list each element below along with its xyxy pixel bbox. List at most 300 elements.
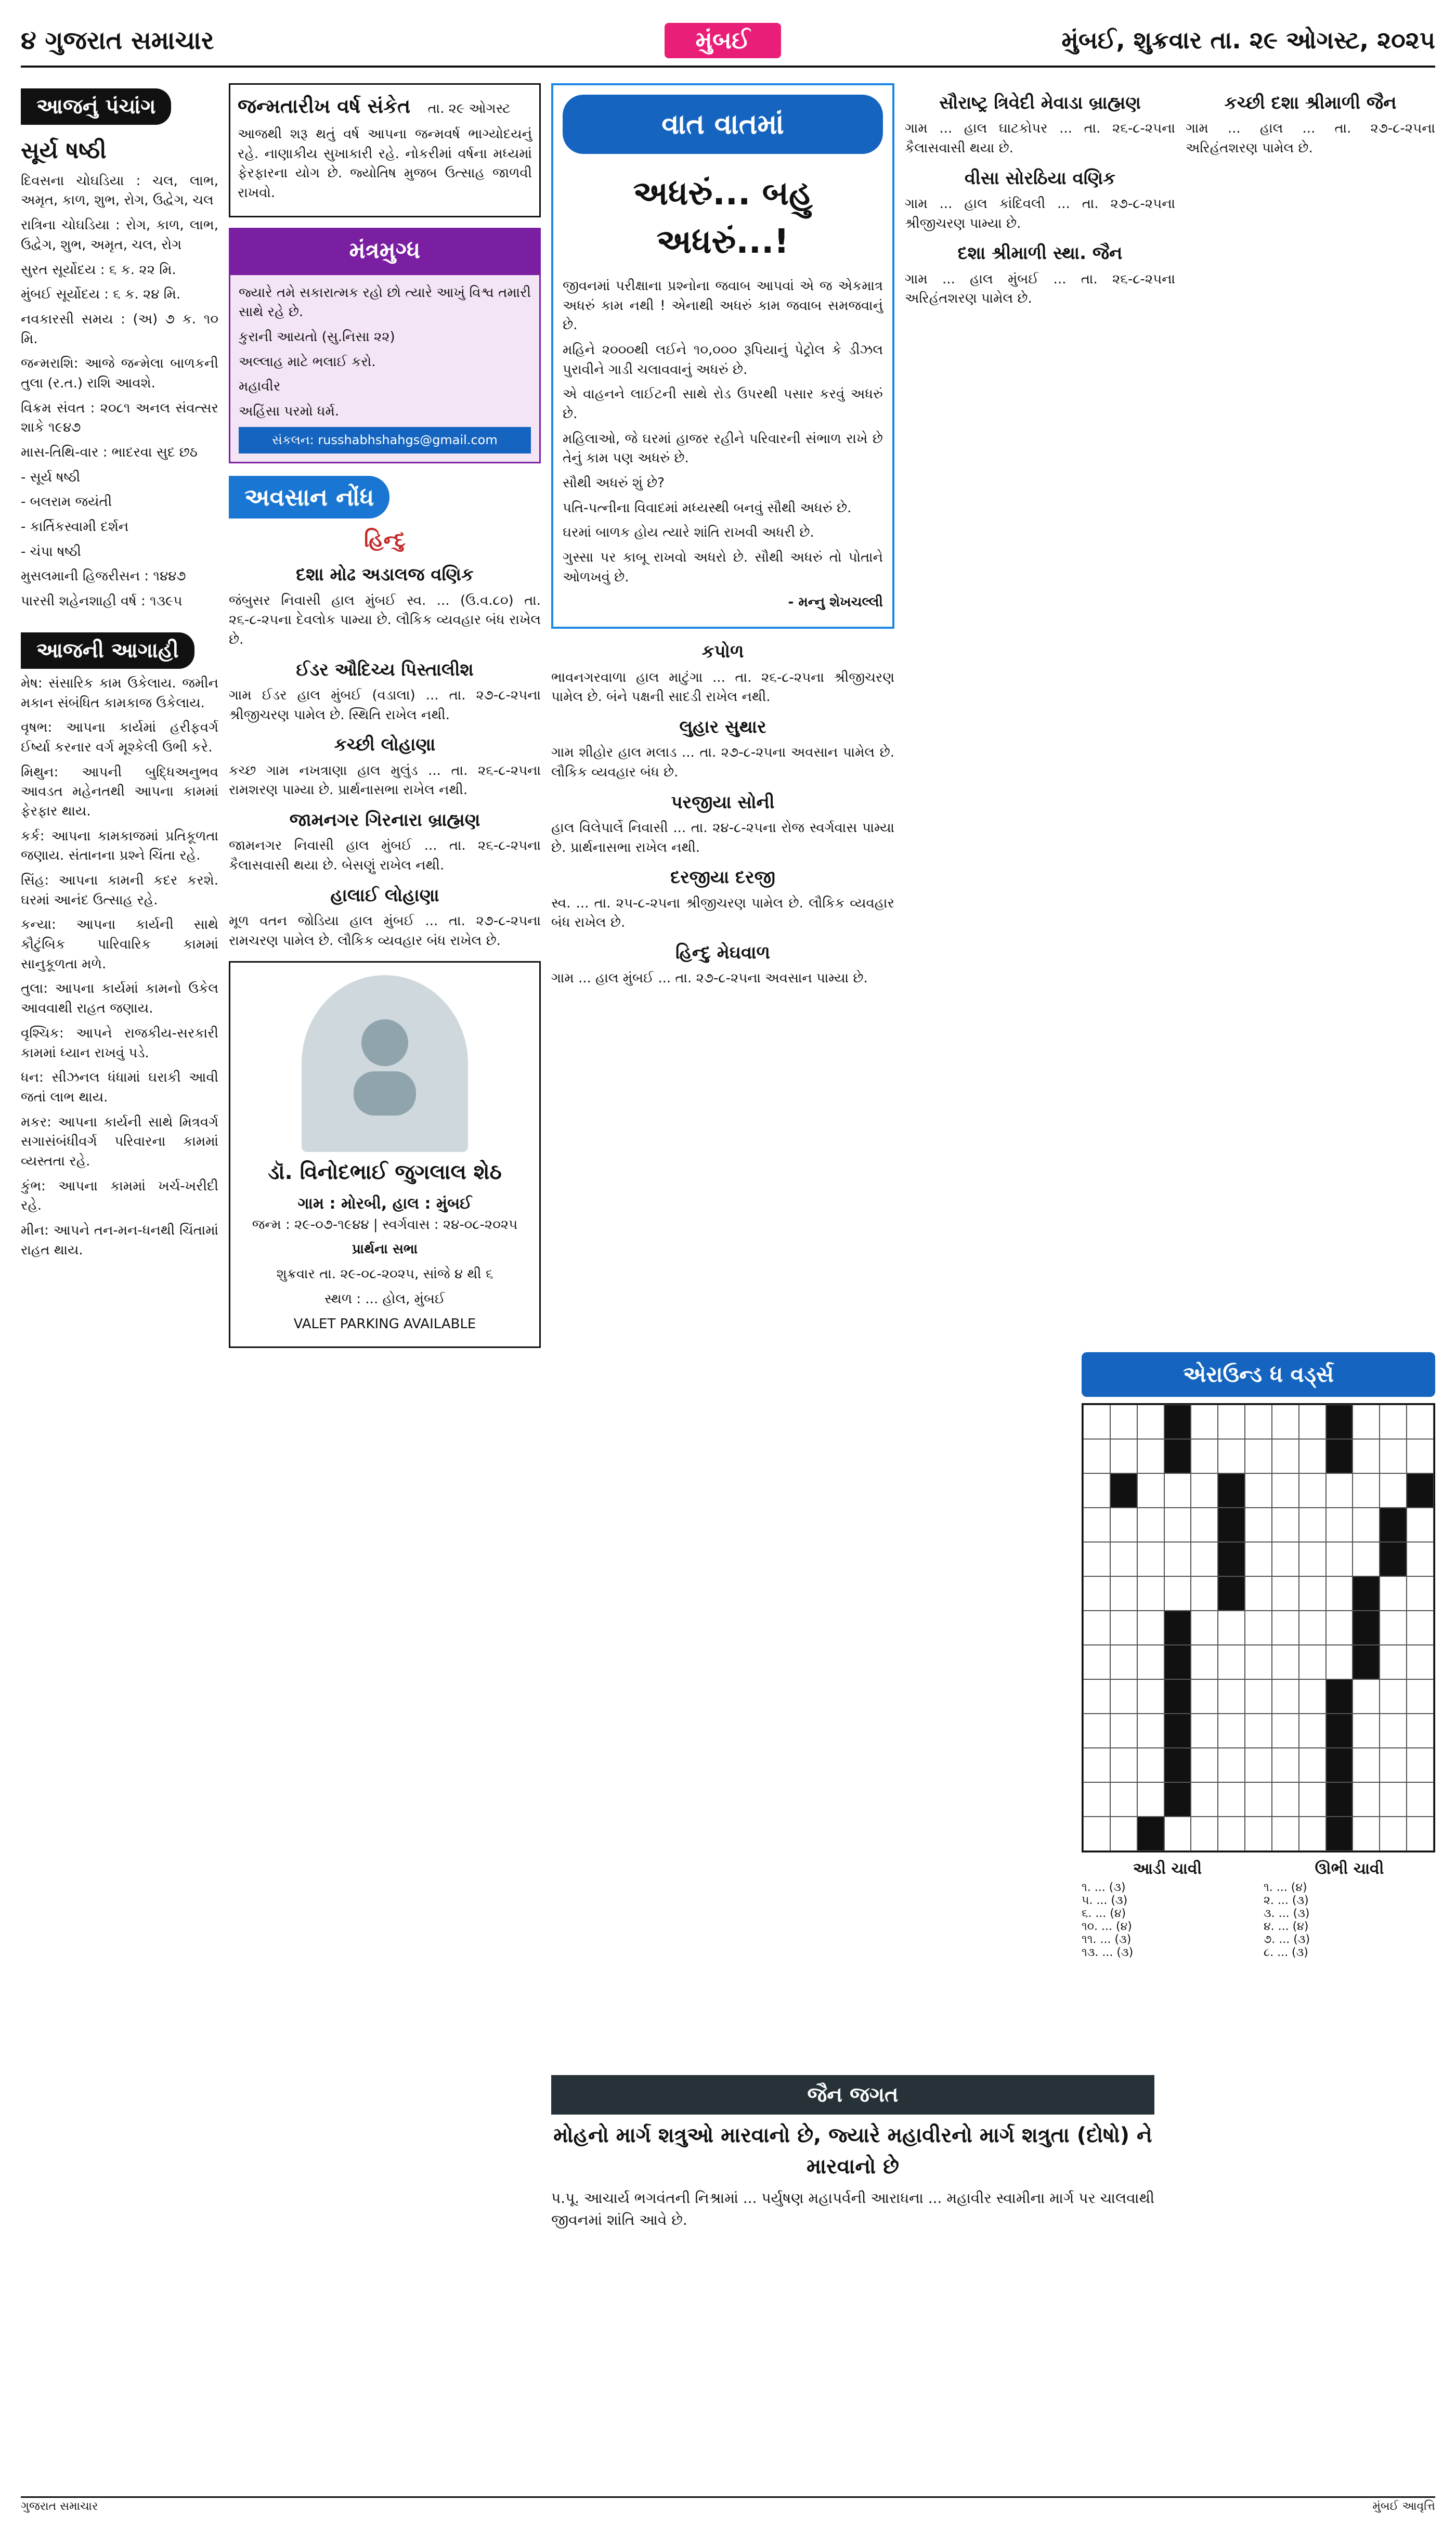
forecast-item: વૃષભ: આપના કાર્યમાં હરીફવર્ગ ઈર્ષ્યા કરનાર વર્ગ મૂશ્કેલી ઉભી કરે. [21, 720, 218, 755]
clue: ૧. ... (૩) [1082, 1881, 1126, 1894]
crossword-cell[interactable] [1380, 1748, 1407, 1782]
jain-article [551, 2070, 1154, 2465]
crossword-cell[interactable] [1407, 1817, 1434, 1851]
crossword-cell [1218, 1576, 1245, 1611]
jain-title: જૈન જગત [551, 2075, 1154, 2115]
crossword-cell[interactable] [1083, 1782, 1110, 1817]
crossword-cell[interactable] [1299, 1576, 1326, 1611]
crossword-cell[interactable] [1218, 1782, 1245, 1817]
forecast-item: મિથુન: આપની બુદ્ધિઅનુભવ આવડત મહેનતથી આપના કામમાં ફેરફાર થાય. [21, 764, 218, 819]
crossword-cell[interactable] [1191, 1542, 1218, 1576]
panchang-line: મુસલમાની હિજરીસન : ૧૪૪૭ [21, 568, 186, 585]
notice-text: ગામ શીહોર હાલ મલાડ ... તા. ૨૭-૮-૨૫ના અવસાન પામેલ છે. લૌકિક વ્યવહાર બંધ છે. [551, 745, 894, 780]
crossword-cell [1164, 1611, 1191, 1645]
notice-category: કચ્છી દશા શ્રીમાળી જૈન [1224, 93, 1397, 113]
crossword-cell[interactable] [1380, 1473, 1407, 1508]
crossword-cell[interactable] [1191, 1817, 1218, 1851]
notice-category: જામનગર ગિરનારા બ્રાહ્મણ [289, 809, 480, 831]
crossword-cell[interactable] [1164, 1576, 1191, 1611]
notice-text: હાલ વિલેપાર્લે નિવાસી ... તા. ૨૪-૮-૨૫ના રોજ સ્વર્ગવાસ પામ્યા છે. પ્રાર્થનાસભા રાખેલ નથી. [551, 820, 894, 856]
crossword-cell[interactable] [1380, 1782, 1407, 1817]
panchang-line: વિક્રમ સંવત : ૨૦૮૧ અનલ સંવત્સર શાકે ૧૯૪૭ [21, 400, 218, 436]
crossword-cell[interactable] [1380, 1714, 1407, 1748]
crossword-cell[interactable] [1110, 1542, 1137, 1576]
crossword-cell [1164, 1748, 1191, 1782]
story-paragraph: ઘરમાં બાળક હોય ત્યારે શાંતિ રાખવી અધરી છે. [563, 525, 814, 541]
clue: ૩. ... (૩) [1264, 1907, 1310, 1920]
down-clues [1264, 1860, 1435, 1959]
crossword-cell[interactable] [1326, 1645, 1353, 1679]
left-column [21, 83, 218, 2486]
crossword-cell[interactable] [1245, 1817, 1272, 1851]
crossword-cell[interactable] [1299, 1439, 1326, 1473]
crossword-cell[interactable] [1272, 1748, 1299, 1782]
panchang-line: મુંબઈ સૂર્યોદય : ૬ ક. ૨૪ મિ. [21, 287, 181, 303]
forecast-item: કુંભ: આપના કામમાં ખર્ચ-ખરીદી રહે. [21, 1178, 218, 1214]
notice-text: કચ્છ ગામ નખત્રાણા હાલ મુલુંડ ... તા. ૨૬-૮-૨૫ના રામશરણ પામ્યા છે. પ્રાર્થનાસભા રાખેલ નથી. [229, 762, 541, 798]
panchang-line: જન્મરાશિ: આજે જન્મેલા બાળકની તુલા (ર.ત.) રાશિ આવશે. [21, 356, 218, 391]
panchang-tab: આજનું પંચાંગ [21, 88, 171, 125]
memorial-photo [302, 975, 468, 1152]
crossword-cell[interactable] [1353, 1542, 1380, 1576]
crossword-cell[interactable] [1218, 1748, 1245, 1782]
crossword-cell[interactable] [1272, 1714, 1299, 1748]
crossword-cell[interactable] [1245, 1679, 1272, 1714]
crossword-cell[interactable] [1110, 1439, 1137, 1473]
crossword-cell[interactable] [1245, 1782, 1272, 1817]
crossword-cell [1380, 1508, 1407, 1542]
notice-tab: અવસાન નોંધ [229, 476, 389, 519]
crossword-cell[interactable] [1164, 1508, 1191, 1542]
crossword-cell[interactable] [1218, 1714, 1245, 1748]
crossword-cell[interactable] [1326, 1542, 1353, 1576]
memorial-line: જન્મ : ૨૯-૦૭-૧૯૪૪ | સ્વર્ગવાસ : ૨૪-૦૮-૨૦૨૫ [252, 1216, 518, 1233]
crossword-cell[interactable] [1326, 1473, 1353, 1508]
crossword-cell[interactable] [1299, 1405, 1326, 1439]
crossword-cell[interactable] [1137, 1439, 1164, 1473]
notice-category: કચ્છી લોહાણા [334, 734, 436, 756]
crossword-cell[interactable] [1083, 1439, 1110, 1473]
second-column [229, 83, 541, 2486]
crossword-cell[interactable] [1407, 1439, 1434, 1473]
crossword-cell[interactable] [1407, 1645, 1434, 1679]
story-box [551, 83, 894, 629]
forecast-item: મેષ: સંસારિક કામ ઉકેલાય. જમીન મકાન સંબંધિત કામકાજ ઉકેલાય. [21, 675, 218, 711]
crossword-cell[interactable] [1380, 1439, 1407, 1473]
mantra-email: સંકલન: russhabhshahgs@gmail.com [239, 427, 531, 453]
fourth-column [905, 83, 1175, 1383]
crossword-cell[interactable] [1083, 1679, 1110, 1714]
story-banner: વાત વાતમાં [563, 95, 883, 154]
crossword-cell[interactable] [1110, 1645, 1137, 1679]
crossword-cell[interactable] [1380, 1405, 1407, 1439]
section-badge: મુંબઈ [665, 23, 782, 58]
crossword-cell[interactable] [1299, 1508, 1326, 1542]
crossword-cell[interactable] [1353, 1679, 1380, 1714]
forecast-item: કર્ક: આપના કામકાજમાં પ્રતિકૂળતા જણાય. સંતાનના પ્રશ્ને ચિંતા રહે. [21, 828, 218, 864]
crossword-cell[interactable] [1137, 1576, 1164, 1611]
panchang-line: દિવસના ચોઘડિયા : ચલ, લાભ, અમૃત, કાળ, શુભ, રોગ, ઉદ્વેગ, ચલ [21, 173, 218, 209]
notice-category: દશા મોઢ અડાલજ વણિક [296, 564, 474, 586]
crossword-cell[interactable] [1083, 1645, 1110, 1679]
crossword-cell [1164, 1679, 1191, 1714]
crossword-cell[interactable] [1083, 1714, 1110, 1748]
birthday-title-text: જન્મતારીખ વર્ષ સંકેત [238, 95, 411, 118]
forecast-item: ધન: સીઝનલ ધંધામાં ઘરાકી આવી જતાં લાભ થાય. [21, 1070, 218, 1105]
crossword-cell[interactable] [1407, 1405, 1434, 1439]
crossword-cell[interactable] [1299, 1473, 1326, 1508]
crossword-cell[interactable] [1164, 1817, 1191, 1851]
crossword-cell [1326, 1817, 1353, 1851]
crossword-cell[interactable] [1245, 1576, 1272, 1611]
notice-text: ગામ ... હાલ ઘાટકોપર ... તા. ૨૬-૮-૨૫ના કૈલાસવાસી થયા છે. [905, 121, 1175, 156]
crossword-cell[interactable] [1110, 1782, 1137, 1817]
crossword-cell[interactable] [1218, 1405, 1245, 1439]
forecast-item: મકર: આપના કાર્યની સાથે મિત્રવર્ગ સગાસંબંધીવર્ગ પરિવારના કામમાં વ્યસ્તતા રહે. [21, 1114, 218, 1169]
crossword-cell[interactable] [1191, 1508, 1218, 1542]
crossword-cell[interactable] [1218, 1645, 1245, 1679]
forecast-item: મીન: આપને તન-મન-ધનથી ચિંતામાં રાહત થાય. [21, 1223, 218, 1258]
crossword-cell[interactable] [1110, 1679, 1137, 1714]
story-paragraph: જીવનમાં પરીક્ષાના પ્રશ્નોના જવાબ આપવાં એ જ એકમાત્ર અધરું કામ નથી ! એનાથી અધરું કામ જવાબ સમજવાનું છે. [563, 278, 883, 333]
memorial-line: પ્રાર્થના સભા [352, 1241, 418, 1258]
crossword-cell [1218, 1473, 1245, 1508]
crossword-cell[interactable] [1245, 1405, 1272, 1439]
crossword-cell[interactable] [1380, 1611, 1407, 1645]
crossword-cell[interactable] [1137, 1679, 1164, 1714]
crossword-cell[interactable] [1272, 1439, 1299, 1473]
crossword-cell[interactable] [1245, 1748, 1272, 1782]
notice-category: દરજીયા દરજી [670, 867, 775, 888]
memorial-line: VALET PARKING AVAILABLE [293, 1316, 476, 1332]
panchang-body [21, 172, 218, 612]
crossword-cell[interactable] [1083, 1611, 1110, 1645]
crossword-cell[interactable] [1245, 1439, 1272, 1473]
crossword-cell[interactable] [1299, 1714, 1326, 1748]
panchang-line: સુરત સૂર્યોદય : ૬ ક. ૨૨ મિ. [21, 262, 176, 278]
crossword-cell[interactable] [1272, 1645, 1299, 1679]
crossword-cell [1326, 1405, 1353, 1439]
crossword-cell [1164, 1782, 1191, 1817]
forecast-body [21, 674, 218, 1261]
section-label [489, 23, 957, 58]
crossword-cell[interactable] [1272, 1542, 1299, 1576]
birthday-text: આજથી શરૂ થતું વર્ષ આપના જન્મવર્ષ ભાગ્યોદયનું રહે. નાણાકીય સુખાકારી રહે. નોકરીમાં વર્ષના મધ્યમાં ફેરફારના યોગ છે. જ્યોતિષ મુજબ ઉત્સાહ જાળવી રાખવો. [238, 126, 532, 201]
birthday-box [229, 83, 541, 217]
notice-text: જામનગર નિવાસી હાલ મુંબઈ ... તા. ૨૬-૮-૨૫ના કૈલાસવાસી થયા છે. બેસણું રાખેલ નથી. [229, 838, 541, 873]
crossword-cell[interactable] [1245, 1508, 1272, 1542]
notice-category: લુહાર સુથાર [679, 716, 766, 737]
crossword-cell [1137, 1817, 1164, 1851]
crossword-cell[interactable] [1407, 1714, 1434, 1748]
crossword-cell[interactable] [1137, 1645, 1164, 1679]
crossword-cell[interactable] [1083, 1542, 1110, 1576]
notice-text: ગામ ... હાલ કાંદિવલી ... તા. ૨૭-૮-૨૫ના શ્રીજીચરણ પામ્યા છે. [905, 196, 1175, 231]
forecast-item: વૃશ્ચિક: આપને રાજકીય-સરકારી કામમાં ધ્યાન રાખવું પડે. [21, 1025, 218, 1061]
mantra-line: જ્યારે તમે સકારાત્મક રહો છો ત્યારે આખું વિશ્વ તમારી સાથે રહે છે. [239, 284, 531, 320]
crossword-cell[interactable] [1407, 1748, 1434, 1782]
notice-category: કપોળ [701, 641, 744, 663]
crossword-cell[interactable] [1191, 1576, 1218, 1611]
memorial-box [229, 961, 541, 1348]
crossword-cell[interactable] [1191, 1405, 1218, 1439]
crossword [1082, 1352, 1435, 2470]
panchang-line: રાત્રિના ચોઘડિયા : રોગ, કાળ, લાભ, ઉદ્વેગ, શુભ, અમૃત, ચલ, રોગ [21, 217, 218, 253]
crossword-cell[interactable] [1326, 1508, 1353, 1542]
clue: ૬. ... (૪) [1082, 1907, 1126, 1920]
panchang-line: - ચંપા ષષ્ઠી [21, 543, 81, 560]
crossword-cell[interactable] [1272, 1576, 1299, 1611]
crossword-cell[interactable] [1353, 1508, 1380, 1542]
crossword-cell[interactable] [1272, 1679, 1299, 1714]
clue: ૧૧. ... (૩) [1082, 1933, 1132, 1946]
crossword-cell[interactable] [1083, 1405, 1110, 1439]
story-paragraph: ગુસ્સા પર કાબૂ રાખવો અધરો છે. સૌથી અધરું તો પોતાને ઓળખવું છે. [563, 550, 883, 585]
notice-category: હિન્દુ મેઘવાળ [675, 942, 770, 963]
crossword-cell [1326, 1748, 1353, 1782]
crossword-cell[interactable] [1272, 1782, 1299, 1817]
crossword-cell[interactable] [1353, 1714, 1380, 1748]
story-paragraph: સૌથી અધરું શું છે? [563, 475, 665, 491]
crossword-cell [1326, 1714, 1353, 1748]
crossword-cell [1164, 1714, 1191, 1748]
notice-text: ગામ ... હાલ મુંબઈ ... તા. ૨૬-૮-૨૫ના અરિહંતશરણ પામેલ છે. [905, 271, 1175, 307]
crossword-cell[interactable] [1407, 1542, 1434, 1576]
crossword-cell[interactable] [1272, 1817, 1299, 1851]
notice-category: વીસા સોરઠિયા વણિક [964, 167, 1116, 189]
page-header [21, 16, 1435, 68]
crossword-cell[interactable] [1137, 1405, 1164, 1439]
crossword-cell[interactable] [1380, 1679, 1407, 1714]
crossword-cell[interactable] [1110, 1817, 1137, 1851]
crossword-cell[interactable] [1272, 1473, 1299, 1508]
notice-entries-center [551, 639, 894, 989]
crossword-cell[interactable] [1191, 1611, 1218, 1645]
crossword-cell[interactable] [1137, 1748, 1164, 1782]
crossword-cell [1353, 1645, 1380, 1679]
across-title: આડી ચાવી [1133, 1860, 1202, 1878]
person-icon [343, 1012, 426, 1116]
notice-category: ઈડર ઔદિચ્ય પિસ્તાલીશ [296, 659, 474, 680]
crossword-cell[interactable] [1083, 1748, 1110, 1782]
crossword-cell[interactable] [1380, 1576, 1407, 1611]
panchang-line: પારસી શહેનશાહી વર્ષ : ૧૩૯૫ [21, 593, 183, 610]
crossword-cell[interactable] [1164, 1473, 1191, 1508]
birthday-title [238, 92, 532, 121]
forecast-item: તુલા: આપના કાર્યમાં કામનો ઉકેલ આવવાથી રાહત જણાય. [21, 981, 218, 1017]
forecast-item: સિંહ: આપના કામની કદર કરશે. ઘરમાં આનંદ ઉત્સાહ રહે. [21, 873, 218, 908]
mantra-body [229, 274, 541, 463]
crossword-cell[interactable] [1245, 1714, 1272, 1748]
story-author: - મન્નુ શેખચલ્લી [788, 594, 883, 610]
crossword-cell[interactable] [1218, 1439, 1245, 1473]
crossword-cell[interactable] [1083, 1508, 1110, 1542]
crossword-cell[interactable] [1191, 1679, 1218, 1714]
crossword-cell[interactable] [1407, 1576, 1434, 1611]
clue: ૫. ... (૩) [1082, 1894, 1128, 1907]
crossword-cell[interactable] [1299, 1679, 1326, 1714]
crossword-cell[interactable] [1218, 1679, 1245, 1714]
crossword-cell[interactable] [1353, 1439, 1380, 1473]
notice-category: સૌરાષ્ટ્ર ત્રિવેદી મેવાડા બ્રાહ્મણ [939, 93, 1141, 113]
crossword-cell[interactable] [1407, 1611, 1434, 1645]
date-line: મુંબઈ, શુક્રવાર તા. ૨૯ ઓગસ્ટ, ૨૦૨૫ [1061, 26, 1435, 54]
clue: ૧૩. ... (૩) [1082, 1946, 1134, 1959]
crossword-cell [1218, 1508, 1245, 1542]
crossword-cell[interactable] [1299, 1611, 1326, 1645]
panchang-line: માસ-તિથિ-વાર : ભાદરવા સુદ છઠ [21, 445, 198, 461]
crossword-cell [1353, 1611, 1380, 1645]
panchang-line: - કાર્તિકસ્વામી દર્શન [21, 519, 129, 535]
forecast-tab: આજની આગાહી [21, 632, 194, 669]
crossword-cell[interactable] [1353, 1782, 1380, 1817]
story-paragraph: મહિલાઓ, જે ઘરમાં હાજર રહીને પરિવારની સંભાળ રાખે છે તેનું કામ પણ અધરું છે. [563, 431, 883, 466]
notice-text: મૂળ વતન જોડિયા હાલ મુંબઈ ... તા. ૨૭-૮-૨૫ના રામચરણ પામેલ છે. લૌકિક વ્યવહાર બંધ રાખેલ છે. [229, 913, 541, 949]
crossword-cell[interactable] [1380, 1817, 1407, 1851]
panchang-title: સૂર્ય ષષ્ઠી [21, 137, 107, 164]
panchang-line: - બલરામ જયંતી [21, 494, 112, 510]
footer-right: મુંબઈ આવૃત્તિ [1372, 2500, 1435, 2513]
crossword-cell[interactable] [1353, 1817, 1380, 1851]
memorial-name: ડૉ. વિનોદભાઈ જુગલાલ શેઠ [268, 1160, 502, 1185]
crossword-clues [1082, 1860, 1435, 1959]
crossword-cell[interactable] [1137, 1714, 1164, 1748]
crossword-cell[interactable] [1083, 1473, 1110, 1508]
clue: ૧૦. ... (૪) [1082, 1920, 1132, 1933]
story-paragraph: એ વાહનને લાઈટની સાથે રોડ ઉપરથી પસાર કરવું અધરું છે. [563, 386, 883, 422]
mantra-box [229, 228, 541, 463]
crossword-cell[interactable] [1353, 1473, 1380, 1508]
story-paragraph: પતિ-પત્નીના વિવાદમાં મધ્યસ્થી બનવું સૌથી અધરું છે. [563, 500, 852, 516]
notice-category: દશા શ્રીમાળી સ્થા. જૈન [957, 243, 1123, 264]
crossword-cell [1164, 1645, 1191, 1679]
notice-text: ભાવનગરવાળા હાલ માટુંગા ... તા. ૨૬-૮-૨૫ના શ્રીજીચરણ પામેલ છે. બંને પક્ષની સાદડી રાખેલ નથી. [551, 669, 894, 705]
mantra-line: અહિંસા પરમો ધર્મ. [239, 404, 340, 420]
forecast-item: કન્યા: આપના કાર્યની સાથે કૌટુંબિક પારિવારિક કામમાં સાનુકૂળતા મળે. [21, 917, 218, 972]
panchang-line: - સૂર્ય ષષ્ઠી [21, 469, 81, 485]
clue: ૭. ... (૩) [1264, 1933, 1310, 1946]
crossword-cell[interactable] [1137, 1473, 1164, 1508]
notice-text: સ્વ. ... તા. ૨૫-૮-૨૫ના શ્રીજીચરણ પામેલ છે. લૌકિક વ્યવહાર બંધ રાખેલ છે. [551, 895, 894, 931]
crossword-cell[interactable] [1353, 1405, 1380, 1439]
crossword-cell[interactable] [1245, 1645, 1272, 1679]
crossword-title: એરાઉન્ડ ધ વર્ડ્સ [1082, 1352, 1435, 1397]
crossword-cell[interactable] [1299, 1748, 1326, 1782]
crossword-cell[interactable] [1326, 1611, 1353, 1645]
memorial-line: શુક્રવાર તા. ૨૯-૦૮-૨૦૨૫, સાંજે ૪ થી ૬ [276, 1266, 493, 1282]
crossword-cell[interactable] [1299, 1782, 1326, 1817]
crossword-cell[interactable] [1272, 1611, 1299, 1645]
memorial-line: સ્થળ : ... હોલ, મુંબઈ [324, 1291, 445, 1307]
notice-text: ગામ ... હાલ ... તા. ૨૭-૮-૨૫ના અરિહંતશરણ પામેલ છે. [1186, 121, 1435, 156]
crossword-cell[interactable] [1272, 1405, 1299, 1439]
crossword-cell [1326, 1439, 1353, 1473]
crossword-cell[interactable] [1218, 1817, 1245, 1851]
crossword-cell [1380, 1542, 1407, 1576]
crossword-cell[interactable] [1299, 1645, 1326, 1679]
crossword-cell [1218, 1542, 1245, 1576]
crossword-cell [1353, 1576, 1380, 1611]
crossword-cell[interactable] [1191, 1439, 1218, 1473]
notice-text: ગામ ... હાલ મુંબઈ ... તા. ૨૭-૮-૨૫ના અવસાન પામ્યા છે. [551, 970, 868, 987]
crossword-cell[interactable] [1110, 1508, 1137, 1542]
crossword-cell[interactable] [1353, 1748, 1380, 1782]
crossword-cell [1164, 1439, 1191, 1473]
crossword-cell[interactable] [1137, 1611, 1164, 1645]
clue: ૮. ... (૩) [1264, 1946, 1308, 1959]
crossword-cell [1164, 1405, 1191, 1439]
crossword-cell[interactable] [1191, 1748, 1218, 1782]
crossword-cell[interactable] [1191, 1782, 1218, 1817]
mantra-line: કુરાની આયતો (સુ.નિસા ૨૨) [239, 329, 395, 345]
crossword-cell[interactable] [1191, 1714, 1218, 1748]
crossword-cell[interactable] [1110, 1748, 1137, 1782]
crossword-cell[interactable] [1299, 1817, 1326, 1851]
page-footer [21, 2496, 1435, 2512]
crossword-cell[interactable] [1407, 1782, 1434, 1817]
crossword-cell[interactable] [1245, 1611, 1272, 1645]
crossword-cell[interactable] [1110, 1576, 1137, 1611]
jain-text: પ.પૂ. આચાર્ય ભગવંતની નિશ્રામાં ... પર્યુષણ મહાપર્વની આરાધના ... મહાવીર સ્વામીના માર્ગ પર ચાલવાથી જીવનમાં શાંતિ આવે છે. [551, 2189, 1154, 2228]
story-headline: અધરું... બહુ અધરું...! [633, 174, 813, 262]
panchang-line: નવકારસી સમય : (અ) ૭ ક. ૧૦ મિ. [21, 311, 218, 347]
notice-category: પરજીયા સોની [671, 792, 775, 813]
down-title: ઊભી ચાવી [1315, 1860, 1384, 1878]
crossword-cell[interactable] [1137, 1782, 1164, 1817]
crossword-cell[interactable] [1110, 1611, 1137, 1645]
notice-header [229, 476, 541, 519]
clue: ૧. ... (૪) [1264, 1881, 1307, 1894]
crossword-cell [1407, 1473, 1434, 1508]
clue: ૨. ... (૩) [1264, 1894, 1309, 1907]
memorial-caption: ગામ : મોરબી, હાલ : મુંબઈ [297, 1195, 472, 1213]
crossword-cell[interactable] [1137, 1508, 1164, 1542]
crossword-cell[interactable] [1326, 1576, 1353, 1611]
page-number-title: ૪ ગુજરાત સમાચાર [21, 25, 214, 55]
crossword-cell[interactable] [1110, 1714, 1137, 1748]
story-paragraph: મહિને ૨૦૦૦થી લઈને ૧૦,૦૦૦ રૂપિયાનું પેટ્રોલ કે ડીઝલ પુરાવીને ગાડી ચલાવવાનું અધરું છે. [563, 342, 883, 378]
notice-text: જંબુસર નિવાસી હાલ મુંબઈ સ્વ. ... (ઉ.વ.૮૦) તા. ૨૬-૮-૨૫ના દેવલોક પામ્યા છે. લૌકિક વ્યવહાર બંધ રાખેલ છે. [229, 592, 541, 647]
crossword-cell [1110, 1473, 1137, 1508]
mantra-line: મહાવીર [239, 379, 281, 395]
crossword-cell[interactable] [1083, 1576, 1110, 1611]
crossword-cell[interactable] [1380, 1645, 1407, 1679]
crossword-cell[interactable] [1407, 1679, 1434, 1714]
crossword-grid[interactable] [1082, 1403, 1435, 1852]
crossword-cell[interactable] [1191, 1645, 1218, 1679]
clue: ૪. ... (૪) [1264, 1920, 1309, 1933]
birthday-date: તા. ૨૯ ઓગસ્ટ [427, 101, 511, 116]
crossword-cell[interactable] [1218, 1611, 1245, 1645]
mantra-line: અલ્લાહ માટે ભલાઈ કરો. [239, 354, 376, 370]
crossword-cell[interactable] [1245, 1542, 1272, 1576]
jain-headline: મોહનો માર્ગ શત્રુઓ મારવાનો છે, જ્યારે મહાવીરનો માર્ગ શત્રુતા (દોષો) ને મારવાનો છે [553, 2123, 1152, 2179]
mantra-title: મંત્રમુગ્ધ [229, 228, 541, 274]
crossword-cell[interactable] [1110, 1405, 1137, 1439]
crossword-cell[interactable] [1083, 1817, 1110, 1851]
fifth-column [1186, 83, 1435, 1383]
crossword-cell[interactable] [1407, 1508, 1434, 1542]
crossword-cell[interactable] [1272, 1508, 1299, 1542]
crossword-cell[interactable] [1299, 1542, 1326, 1576]
notice-entries [229, 562, 541, 951]
crossword-cell[interactable] [1245, 1473, 1272, 1508]
notice-text: ગામ ઈડર હાલ મુંબઈ (વડાલા) ... તા. ૨૭-૮-૨૫ના શ્રીજીચરણ પામેલ છે. સ્થિતિ રાખેલ નથી. [229, 687, 541, 723]
crossword-cell[interactable] [1191, 1473, 1218, 1508]
crossword-cell[interactable] [1137, 1542, 1164, 1576]
across-clues [1082, 1860, 1253, 1959]
crossword-cell[interactable] [1164, 1542, 1191, 1576]
